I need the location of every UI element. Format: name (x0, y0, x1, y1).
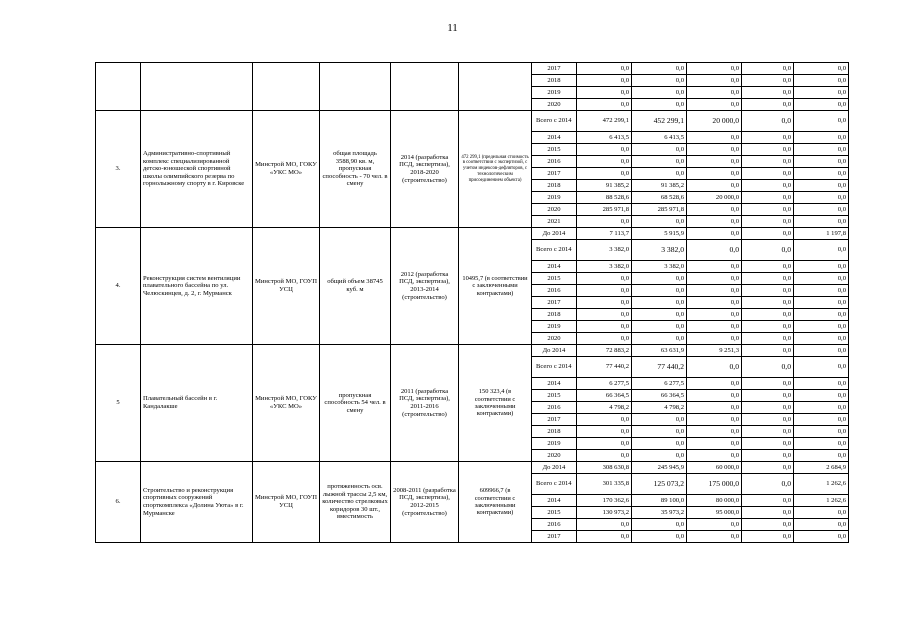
amount-cell: 0,0 (577, 333, 632, 345)
amount-cell: 0,0 (742, 438, 794, 450)
amount-cell: 0,0 (742, 132, 794, 144)
table-body (96, 63, 849, 543)
amount-cell: 0,0 (577, 99, 632, 111)
project-capacity: пропускная способность 54 чел. в смену (320, 345, 391, 462)
amount-cell: 0,0 (687, 285, 742, 297)
amount-cell: 0,0 (794, 261, 849, 273)
amount-cell: 0,0 (577, 414, 632, 426)
project-name: Строительство и реконструкция спортивных сооружений спорткомплекса «Долина Уюта» в г. Мурманске (141, 462, 253, 543)
amount-cell: 6 413,5 (577, 132, 632, 144)
amount-cell: 0,0 (742, 309, 794, 321)
amount-cell: 0,0 (742, 345, 794, 357)
amount-cell: 308 630,8 (577, 462, 632, 474)
year-cell: До 2014 (532, 228, 577, 240)
amount-cell: 0,0 (632, 75, 687, 87)
project-cost: 472 299,1 (предельная стоимость в соответствии с экспертизой, с учетом индексов-дефляторов, с технологическим присоединением объекта) (459, 111, 532, 228)
amount-cell: 6 413,5 (632, 132, 687, 144)
amount-cell: 0,0 (794, 87, 849, 99)
year-cell: 2018 (532, 426, 577, 438)
amount-cell: 0,0 (742, 63, 794, 75)
amount-cell: 0,0 (794, 507, 849, 519)
continuation-cell (253, 63, 320, 111)
year-cell: 2015 (532, 507, 577, 519)
amount-cell: 0,0 (794, 378, 849, 390)
amount-cell: 0,0 (742, 297, 794, 309)
amount-cell: 0,0 (794, 285, 849, 297)
amount-cell: 0,0 (632, 216, 687, 228)
amount-cell: 4 798,2 (577, 402, 632, 414)
amount-cell: 245 945,9 (632, 462, 687, 474)
amount-cell: 0,0 (577, 87, 632, 99)
amount-cell: 0,0 (742, 228, 794, 240)
amount-cell: 0,0 (794, 192, 849, 204)
year-cell: Всего с 2014 (532, 357, 577, 378)
year-cell: Всего с 2014 (532, 474, 577, 495)
year-cell: 2017 (532, 168, 577, 180)
amount-cell: 3 382,0 (577, 240, 632, 261)
year-cell: Всего с 2014 (532, 240, 577, 261)
amount-cell: 5 915,9 (632, 228, 687, 240)
amount-cell: 0,0 (632, 168, 687, 180)
project-index: 3. (96, 111, 141, 228)
amount-cell: 0,0 (687, 228, 742, 240)
amount-cell: 0,0 (794, 309, 849, 321)
year-cell: 2019 (532, 438, 577, 450)
year-cell: 2015 (532, 144, 577, 156)
amount-cell: 0,0 (794, 438, 849, 450)
amount-cell: 0,0 (687, 414, 742, 426)
year-cell: 2014 (532, 495, 577, 507)
amount-cell: 0,0 (742, 261, 794, 273)
amount-cell: 0,0 (742, 321, 794, 333)
amount-cell: 0,0 (687, 531, 742, 543)
amount-cell: 88 528,6 (577, 192, 632, 204)
amount-cell: 0,0 (742, 450, 794, 462)
amount-cell: 0,0 (742, 519, 794, 531)
amount-cell: 0,0 (687, 144, 742, 156)
amount-cell: 20 000,0 (687, 111, 742, 132)
amount-cell: 0,0 (687, 519, 742, 531)
amount-cell: 0,0 (794, 144, 849, 156)
continuation-cell (459, 63, 532, 111)
amount-cell: 60 000,0 (687, 462, 742, 474)
year-cell: 2020 (532, 99, 577, 111)
amount-cell: 0,0 (687, 87, 742, 99)
amount-cell: 0,0 (687, 333, 742, 345)
amount-cell: 0,0 (794, 450, 849, 462)
continuation-cell (391, 63, 459, 111)
amount-cell: 0,0 (577, 285, 632, 297)
amount-cell: 0,0 (742, 156, 794, 168)
amount-cell: 0,0 (742, 426, 794, 438)
amount-cell: 0,0 (794, 168, 849, 180)
amount-cell: 0,0 (687, 426, 742, 438)
amount-cell: 0,0 (632, 273, 687, 285)
amount-cell: 0,0 (742, 414, 794, 426)
amount-cell: 3 382,0 (632, 261, 687, 273)
table-row (96, 228, 849, 240)
amount-cell: 0,0 (742, 168, 794, 180)
amount-cell: 0,0 (742, 474, 794, 495)
year-cell: 2020 (532, 204, 577, 216)
amount-cell: 72 883,2 (577, 345, 632, 357)
year-cell: 2017 (532, 414, 577, 426)
amount-cell: 0,0 (577, 216, 632, 228)
amount-cell: 0,0 (742, 402, 794, 414)
amount-cell: 0,0 (794, 357, 849, 378)
amount-cell: 0,0 (742, 357, 794, 378)
project-capacity: общий объем 38745 куб. м (320, 228, 391, 345)
year-cell: Всего с 2014 (532, 111, 577, 132)
year-cell: 2015 (532, 273, 577, 285)
year-cell: 2016 (532, 156, 577, 168)
amount-cell: 0,0 (794, 531, 849, 543)
year-cell: 2019 (532, 87, 577, 99)
amount-cell: 0,0 (632, 144, 687, 156)
amount-cell: 301 335,8 (577, 474, 632, 495)
table-row (96, 111, 849, 132)
amount-cell: 1 197,8 (794, 228, 849, 240)
year-cell: 2019 (532, 192, 577, 204)
amount-cell: 130 973,2 (577, 507, 632, 519)
project-customer: Минстрой МО, ГОУП УСЦ (253, 228, 320, 345)
year-cell: 2017 (532, 63, 577, 75)
amount-cell: 0,0 (687, 357, 742, 378)
amount-cell: 0,0 (687, 216, 742, 228)
year-cell: До 2014 (532, 345, 577, 357)
amount-cell: 0,0 (742, 273, 794, 285)
amount-cell: 0,0 (632, 99, 687, 111)
year-cell: 2019 (532, 321, 577, 333)
amount-cell: 0,0 (687, 297, 742, 309)
amount-cell: 0,0 (687, 438, 742, 450)
amount-cell: 0,0 (632, 414, 687, 426)
year-cell: 2017 (532, 531, 577, 543)
amount-cell: 0,0 (794, 333, 849, 345)
amount-cell: 0,0 (742, 333, 794, 345)
amount-cell: 77 440,2 (577, 357, 632, 378)
amount-cell: 285 971,8 (577, 204, 632, 216)
amount-cell: 89 100,0 (632, 495, 687, 507)
project-capacity: общая площадь 3588,90 кв. м, пропускная способность - 70 чел. в смену (320, 111, 391, 228)
year-cell: 2018 (532, 75, 577, 87)
amount-cell: 0,0 (632, 285, 687, 297)
amount-cell: 0,0 (742, 462, 794, 474)
amount-cell: 0,0 (794, 519, 849, 531)
amount-cell: 0,0 (742, 495, 794, 507)
amount-cell: 7 113,7 (577, 228, 632, 240)
amount-cell: 0,0 (577, 156, 632, 168)
amount-cell: 0,0 (794, 156, 849, 168)
year-cell: 2018 (532, 180, 577, 192)
amount-cell: 0,0 (577, 168, 632, 180)
project-period: 2012 (разработка ПСД, экспертиза), 2013-2014 (строительство) (391, 228, 459, 345)
amount-cell: 170 362,6 (577, 495, 632, 507)
year-cell: 2014 (532, 132, 577, 144)
amount-cell: 0,0 (742, 144, 794, 156)
amount-cell: 0,0 (742, 390, 794, 402)
amount-cell: 91 385,2 (577, 180, 632, 192)
amount-cell: 0,0 (742, 180, 794, 192)
amount-cell: 0,0 (794, 321, 849, 333)
continuation-cell (96, 63, 141, 111)
amount-cell: 0,0 (632, 438, 687, 450)
year-cell: 2018 (532, 309, 577, 321)
amount-cell: 125 073,2 (632, 474, 687, 495)
amount-cell: 0,0 (577, 75, 632, 87)
project-index: 5 (96, 345, 141, 462)
amount-cell: 0,0 (632, 321, 687, 333)
year-cell: 2020 (532, 333, 577, 345)
amount-cell: 0,0 (742, 240, 794, 261)
table-row (96, 345, 849, 357)
amount-cell: 95 000,0 (687, 507, 742, 519)
amount-cell: 2 684,9 (794, 462, 849, 474)
project-name: Административно-спортивный комплекс специализированной детско-юношеской спортивной школы олимпийского резерва по горнолыжному спорту в г. Кировске (141, 111, 253, 228)
amount-cell: 0,0 (687, 180, 742, 192)
amount-cell: 0,0 (794, 390, 849, 402)
year-cell: 2014 (532, 378, 577, 390)
continuation-cell (320, 63, 391, 111)
amount-cell: 0,0 (794, 345, 849, 357)
amount-cell: 4 798,2 (632, 402, 687, 414)
project-name: Реконструкция систем вентиляции плавательного бассейна по ул. Челюскинцев, д. 2, г. Мурманск (141, 228, 253, 345)
year-cell: 2016 (532, 402, 577, 414)
investment-table (95, 62, 849, 543)
amount-cell: 0,0 (577, 273, 632, 285)
year-cell: 2020 (532, 450, 577, 462)
amount-cell: 0,0 (794, 273, 849, 285)
project-cost: 609966,7 (в соответствии с заключенными контрактами) (459, 462, 532, 543)
amount-cell: 0,0 (687, 390, 742, 402)
amount-cell: 0,0 (632, 63, 687, 75)
project-customer: Минстрой МО, ГОКУ «УКС МО» (253, 345, 320, 462)
project-customer: Минстрой МО, ГОКУ «УКС МО» (253, 111, 320, 228)
amount-cell: 0,0 (794, 426, 849, 438)
amount-cell: 80 000,0 (687, 495, 742, 507)
project-capacity: протяженность осв. лыжной трассы 2,5 км, количество стрелковых коридоров 30 шт., вместимость (320, 462, 391, 543)
project-cost: 150 323,4 (в соответствии с заключенными контрактами) (459, 345, 532, 462)
amount-cell: 0,0 (577, 519, 632, 531)
amount-cell: 0,0 (687, 450, 742, 462)
amount-cell: 0,0 (577, 63, 632, 75)
amount-cell: 0,0 (632, 309, 687, 321)
continuation-cell (141, 63, 253, 111)
amount-cell: 0,0 (687, 168, 742, 180)
project-name: Плавательный бассейн в г. Кандалакше (141, 345, 253, 462)
amount-cell: 0,0 (687, 402, 742, 414)
amount-cell: 91 385,2 (632, 180, 687, 192)
amount-cell: 0,0 (794, 216, 849, 228)
table-row (96, 462, 849, 474)
amount-cell: 35 973,2 (632, 507, 687, 519)
amount-cell: 0,0 (794, 402, 849, 414)
amount-cell: 0,0 (742, 111, 794, 132)
amount-cell: 0,0 (687, 132, 742, 144)
amount-cell: 1 262,6 (794, 495, 849, 507)
amount-cell: 0,0 (687, 261, 742, 273)
amount-cell: 0,0 (687, 273, 742, 285)
amount-cell: 0,0 (577, 531, 632, 543)
project-index: 6. (96, 462, 141, 543)
amount-cell: 0,0 (794, 111, 849, 132)
amount-cell: 472 299,1 (577, 111, 632, 132)
year-cell: До 2014 (532, 462, 577, 474)
amount-cell: 0,0 (742, 378, 794, 390)
amount-cell: 0,0 (687, 99, 742, 111)
amount-cell: 0,0 (794, 204, 849, 216)
amount-cell: 6 277,5 (632, 378, 687, 390)
year-cell: 2016 (532, 285, 577, 297)
amount-cell: 0,0 (742, 204, 794, 216)
amount-cell: 0,0 (794, 63, 849, 75)
table-row (96, 63, 849, 75)
amount-cell: 6 277,5 (577, 378, 632, 390)
amount-cell: 68 528,6 (632, 192, 687, 204)
amount-cell: 1 262,6 (794, 474, 849, 495)
amount-cell: 77 440,2 (632, 357, 687, 378)
amount-cell: 0,0 (632, 531, 687, 543)
project-customer: Минстрой МО, ГОУП УСЦ (253, 462, 320, 543)
amount-cell: 452 299,1 (632, 111, 687, 132)
amount-cell: 0,0 (687, 321, 742, 333)
amount-cell: 0,0 (794, 297, 849, 309)
amount-cell: 0,0 (742, 99, 794, 111)
amount-cell: 0,0 (687, 75, 742, 87)
year-cell: 2016 (532, 519, 577, 531)
amount-cell: 285 971,8 (632, 204, 687, 216)
project-period: 2014 (разработка ПСД, экспертиза), 2018-2020 (строительство) (391, 111, 459, 228)
amount-cell: 0,0 (632, 450, 687, 462)
amount-cell: 0,0 (577, 321, 632, 333)
amount-cell: 0,0 (632, 426, 687, 438)
project-index: 4. (96, 228, 141, 345)
amount-cell: 20 000,0 (687, 192, 742, 204)
amount-cell: 66 364,5 (577, 390, 632, 402)
amount-cell: 0,0 (577, 426, 632, 438)
amount-cell: 3 382,0 (632, 240, 687, 261)
page-number: 11 (447, 22, 458, 34)
amount-cell: 0,0 (794, 99, 849, 111)
amount-cell: 0,0 (687, 156, 742, 168)
amount-cell: 0,0 (632, 156, 687, 168)
amount-cell: 0,0 (794, 132, 849, 144)
amount-cell: 3 382,0 (577, 261, 632, 273)
amount-cell: 0,0 (742, 507, 794, 519)
amount-cell: 0,0 (687, 309, 742, 321)
amount-cell: 0,0 (742, 75, 794, 87)
amount-cell: 0,0 (742, 216, 794, 228)
amount-cell: 66 364,5 (632, 390, 687, 402)
amount-cell: 0,0 (794, 240, 849, 261)
amount-cell: 0,0 (742, 87, 794, 99)
project-cost: 10495,7 (в соответствии с заключенными контрактами) (459, 228, 532, 345)
amount-cell: 0,0 (577, 297, 632, 309)
amount-cell: 0,0 (687, 204, 742, 216)
amount-cell: 0,0 (632, 333, 687, 345)
amount-cell: 0,0 (742, 285, 794, 297)
amount-cell: 0,0 (794, 414, 849, 426)
amount-cell: 0,0 (632, 297, 687, 309)
amount-cell: 0,0 (632, 519, 687, 531)
amount-cell: 63 631,9 (632, 345, 687, 357)
amount-cell: 0,0 (742, 531, 794, 543)
project-period: 2011 (разработка ПСД, экспертиза), 2011-2016 (строительство) (391, 345, 459, 462)
amount-cell: 0,0 (794, 75, 849, 87)
amount-cell: 0,0 (577, 438, 632, 450)
amount-cell: 0,0 (794, 180, 849, 192)
amount-cell: 0,0 (687, 378, 742, 390)
project-period: 2008-2011 (разработка ПСД, экспертиза), 2012-2015 (строительство) (391, 462, 459, 543)
amount-cell: 0,0 (742, 192, 794, 204)
amount-cell: 0,0 (632, 87, 687, 99)
amount-cell: 0,0 (577, 144, 632, 156)
amount-cell: 175 000,0 (687, 474, 742, 495)
amount-cell: 0,0 (577, 309, 632, 321)
amount-cell: 9 251,3 (687, 345, 742, 357)
year-cell: 2021 (532, 216, 577, 228)
amount-cell: 0,0 (577, 450, 632, 462)
year-cell: 2014 (532, 261, 577, 273)
year-cell: 2017 (532, 297, 577, 309)
year-cell: 2015 (532, 390, 577, 402)
amount-cell: 0,0 (687, 240, 742, 261)
amount-cell: 0,0 (687, 63, 742, 75)
